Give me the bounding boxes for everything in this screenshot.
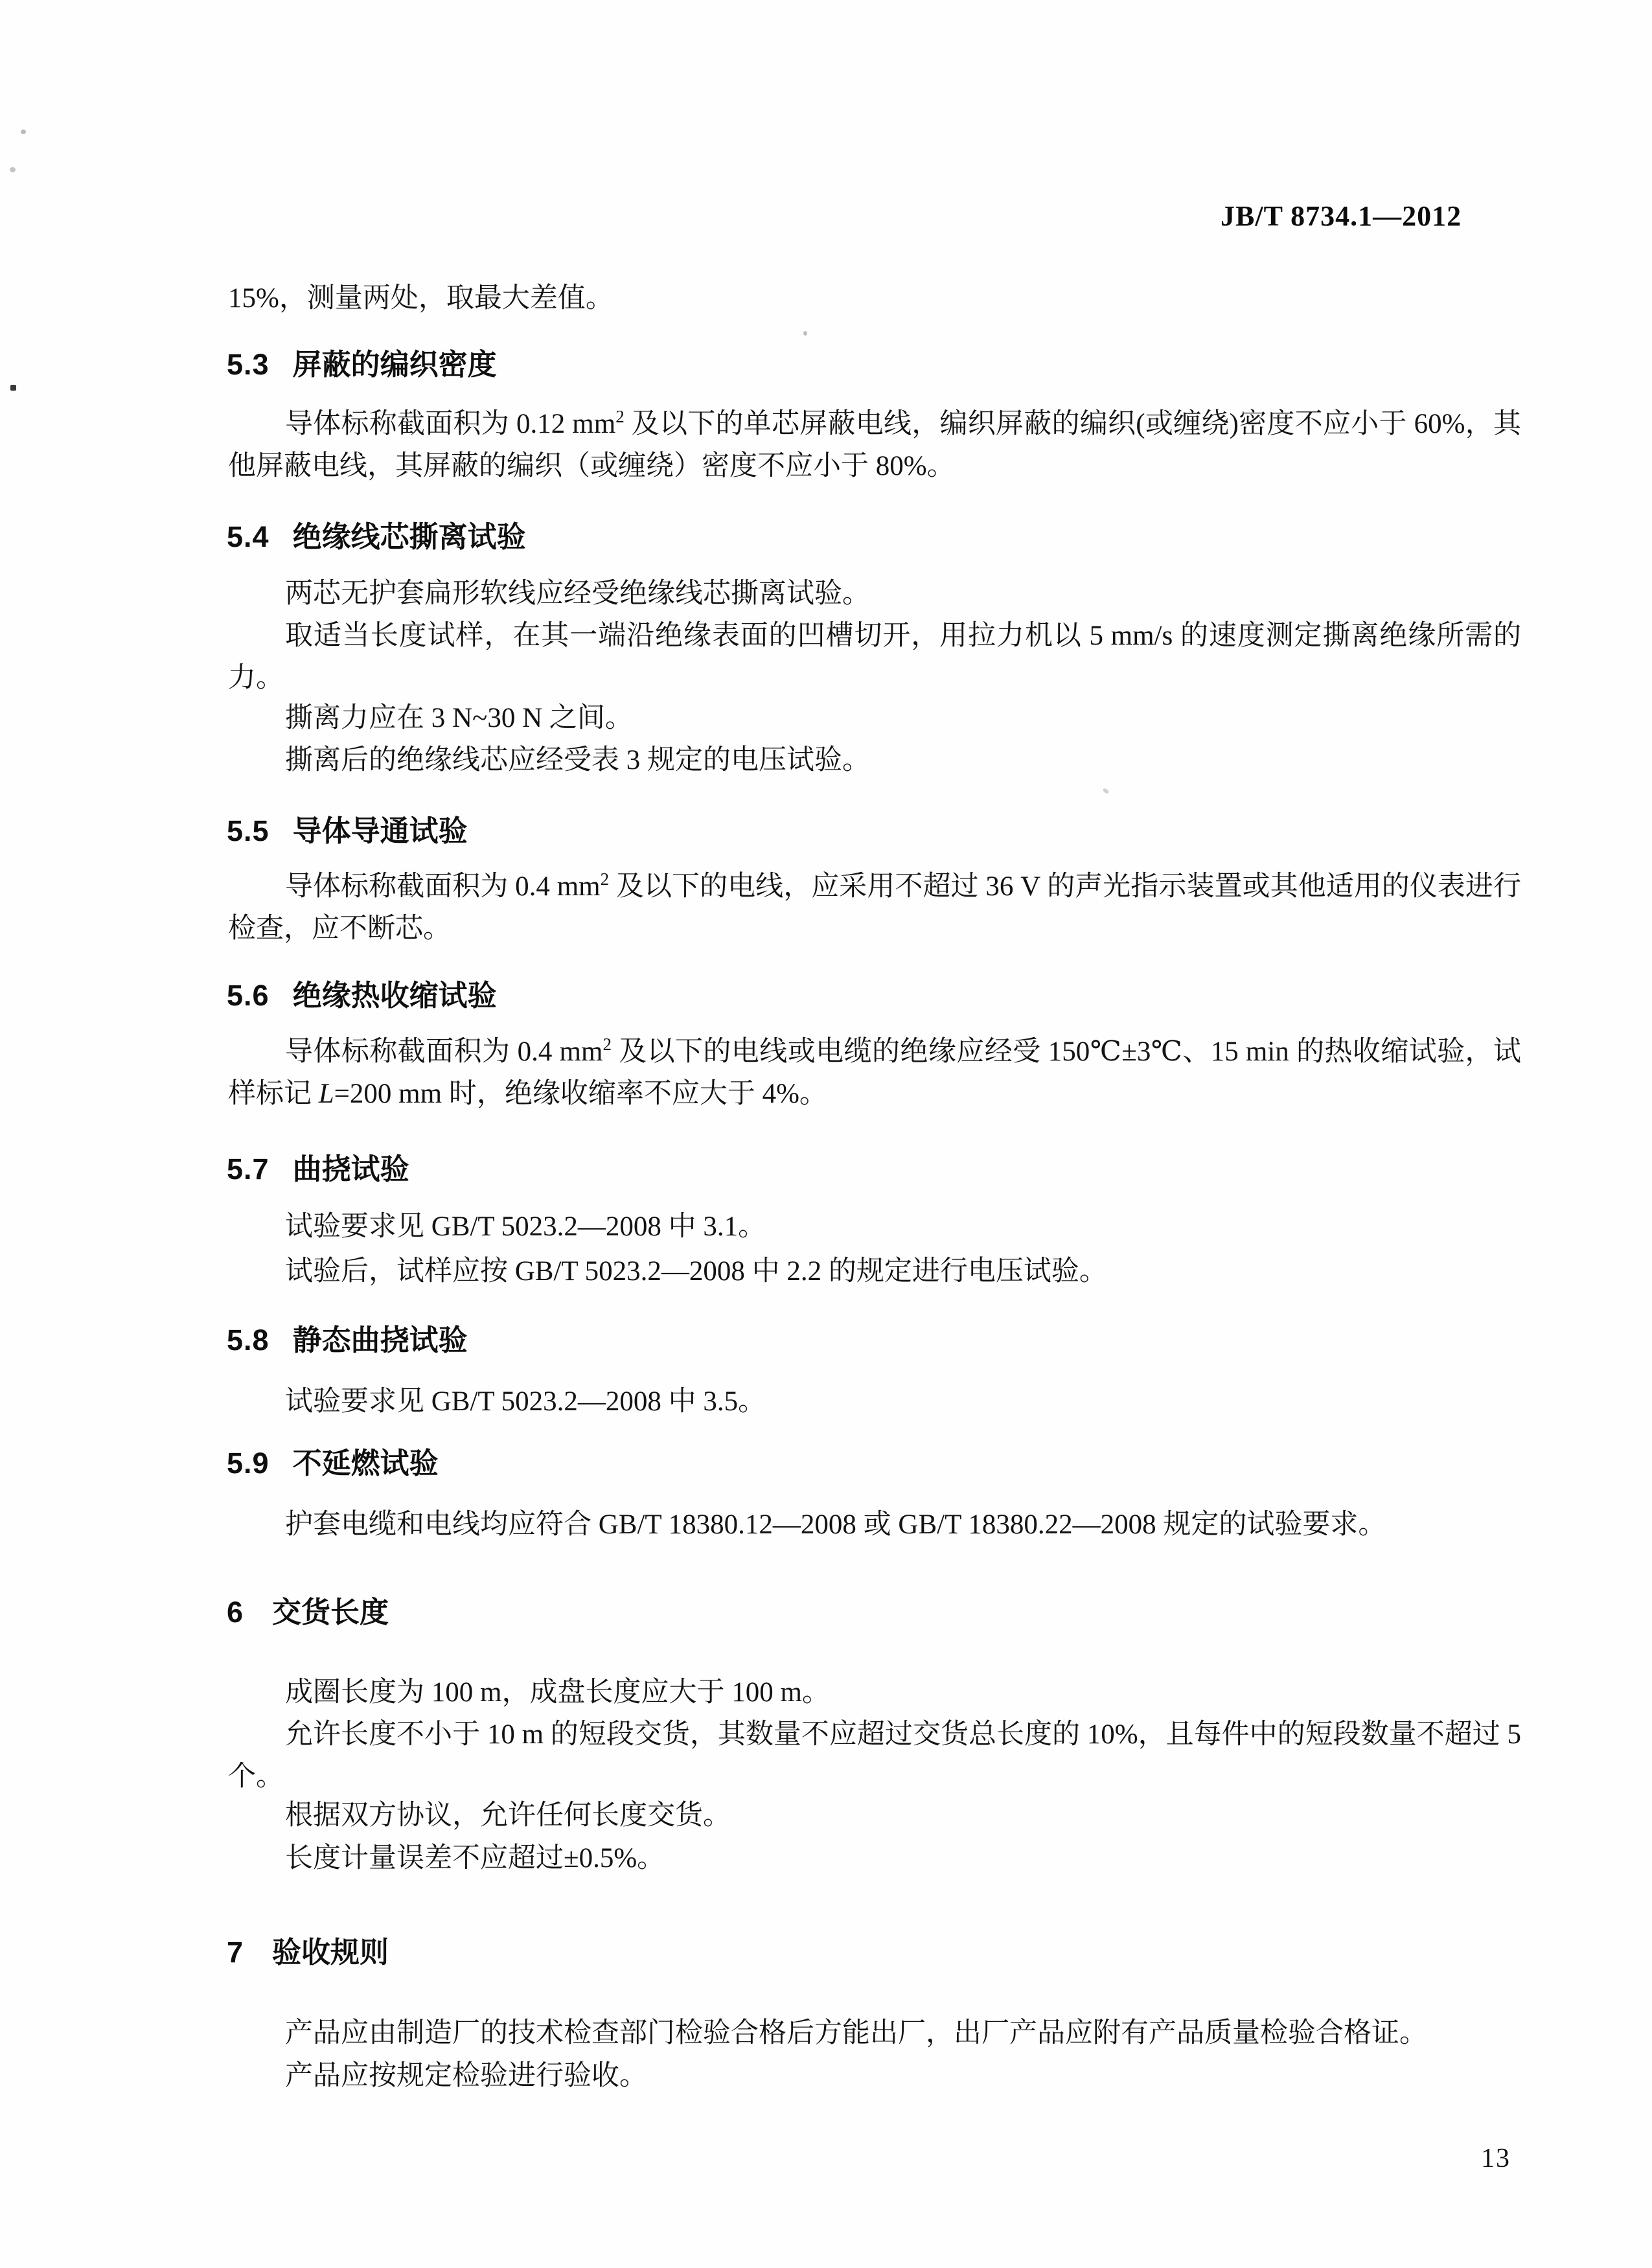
page-number: 13 — [1481, 2144, 1511, 2173]
section-heading-5-4 — [227, 513, 526, 555]
superscript: 2 — [615, 407, 625, 426]
paragraph-5-4-a: 两芯无护套扁形软线应经受绝缘线芯撕离试验。 — [285, 578, 870, 609]
section-heading-5-7 — [227, 1145, 409, 1187]
section-title: 导体导通试验 — [292, 814, 468, 847]
section-heading-5-8 — [227, 1316, 468, 1358]
paragraph-text: 导体标称截面积为 0.12 mm — [285, 409, 616, 439]
paragraph-text: =200 mm 时，绝缘收缩率不应大于 4%。 — [334, 1079, 827, 1109]
chapter-number: 6 — [227, 1596, 244, 1629]
section-title: 不延燃试验 — [292, 1447, 439, 1480]
paragraph-6-c: 根据双方协议，允许任何长度交货。 — [285, 1800, 731, 1831]
chapter-heading-6 — [227, 1588, 389, 1631]
section-title: 静态曲挠试验 — [292, 1323, 468, 1357]
section-number: 5.6 — [227, 979, 270, 1012]
paragraph-6-a: 成圈长度为 100 m，成盘长度应大于 100 m。 — [285, 1677, 830, 1708]
paragraph-text: 导体标称截面积为 0.4 mm — [285, 871, 601, 902]
scan-speck — [21, 130, 26, 134]
paragraph-5-7-a: 试验要求见 GB/T 5023.2—2008 中 3.1。 — [285, 1211, 766, 1242]
superscript: 2 — [602, 1035, 612, 1054]
chapter-title: 交货长度 — [272, 1596, 389, 1629]
paragraph-5-6 — [228, 1031, 1521, 1115]
scan-speck — [803, 331, 807, 336]
section-heading-5-3 — [227, 341, 497, 383]
section-number: 5.5 — [227, 814, 270, 847]
chapter-title: 验收规则 — [272, 1936, 389, 1969]
section-number: 5.4 — [227, 520, 270, 553]
section-title: 曲挠试验 — [292, 1152, 409, 1186]
paragraph-5-3 — [228, 403, 1521, 487]
paragraph-text: 及以下的电线或电缆的绝缘应经受 150℃±3℃、15 min 的热收缩试验，试样标记 — [228, 1037, 1521, 1109]
paragraph-5-5 — [228, 865, 1521, 950]
paragraph-7-a: 产品应由制造厂的技术检查部门检验合格后方能出厂，出厂产品应附有产品质量检验合格证。 — [285, 2018, 1427, 2048]
paragraph-text: 导体标称截面积为 0.4 mm — [285, 1037, 603, 1067]
paragraph-text: 及以下的单芯屏蔽电线，编织屏蔽的编织(或缠绕)密度不应小于 60%，其他屏蔽电线，其屏蔽的编织（或缠绕）密度不应小于 80%。 — [228, 409, 1521, 481]
standard-number-header: JB/T 8734.1—2012 — [1221, 200, 1462, 232]
section-heading-5-6 — [227, 972, 497, 1014]
chapter-number: 7 — [227, 1936, 244, 1969]
chapter-heading-7 — [227, 1929, 389, 1971]
paragraph-5-4-b: 取适当长度试样，在其一端沿绝缘表面的凹槽切开，用拉力机以 5 mm/s 的速度测定撕离绝缘所需的力。 — [228, 621, 1521, 693]
section-heading-5-5 — [227, 807, 468, 849]
section-title: 绝缘热收缩试验 — [292, 979, 497, 1012]
paragraph-7-b: 产品应按规定检验进行验收。 — [285, 2061, 647, 2091]
section-number: 5.3 — [227, 348, 270, 381]
paragraph-5-8: 试验要求见 GB/T 5023.2—2008 中 3.5。 — [285, 1386, 766, 1417]
paragraph-6-b: 允许长度不小于 10 m 的短段交货，其数量不应超过交货总长度的 10%，且每件中的短段数量不超过 5 个。 — [228, 1719, 1521, 1792]
paragraph-6-d: 长度计量误差不应超过±0.5%。 — [285, 1843, 665, 1873]
paragraph-5-4-c: 撕离力应在 3 N~30 N 之间。 — [285, 703, 633, 733]
section-number: 5.7 — [227, 1152, 270, 1186]
scan-speck — [10, 167, 16, 172]
superscript: 2 — [600, 869, 610, 889]
variable-L: L — [318, 1079, 334, 1109]
section-number: 5.9 — [227, 1447, 270, 1480]
scan-speck — [1102, 788, 1110, 795]
section-title: 屏蔽的编织密度 — [292, 348, 497, 381]
carryover-line: 15%，测量两处，取最大差值。 — [228, 283, 614, 314]
paragraph-5-4-d: 撕离后的绝缘线芯应经受表 3 规定的电压试验。 — [285, 745, 870, 775]
section-heading-5-9 — [227, 1439, 439, 1482]
paragraph-text: 及以下的电线，应采用不超过 36 V 的声光指示装置或其他适用的仪表进行检查，应不断芯。 — [228, 871, 1521, 944]
scan-speck — [10, 385, 16, 391]
paragraph-5-7-b: 试验后，试样应按 GB/T 5023.2—2008 中 2.2 的规定进行电压试验。 — [285, 1256, 1107, 1287]
paragraph-5-9: 护套电缆和电线均应符合 GB/T 18380.12—2008 或 GB/T 18380.22—2008 规定的试验要求。 — [285, 1509, 1386, 1540]
section-number: 5.8 — [227, 1323, 270, 1357]
section-title: 绝缘线芯撕离试验 — [292, 520, 526, 553]
